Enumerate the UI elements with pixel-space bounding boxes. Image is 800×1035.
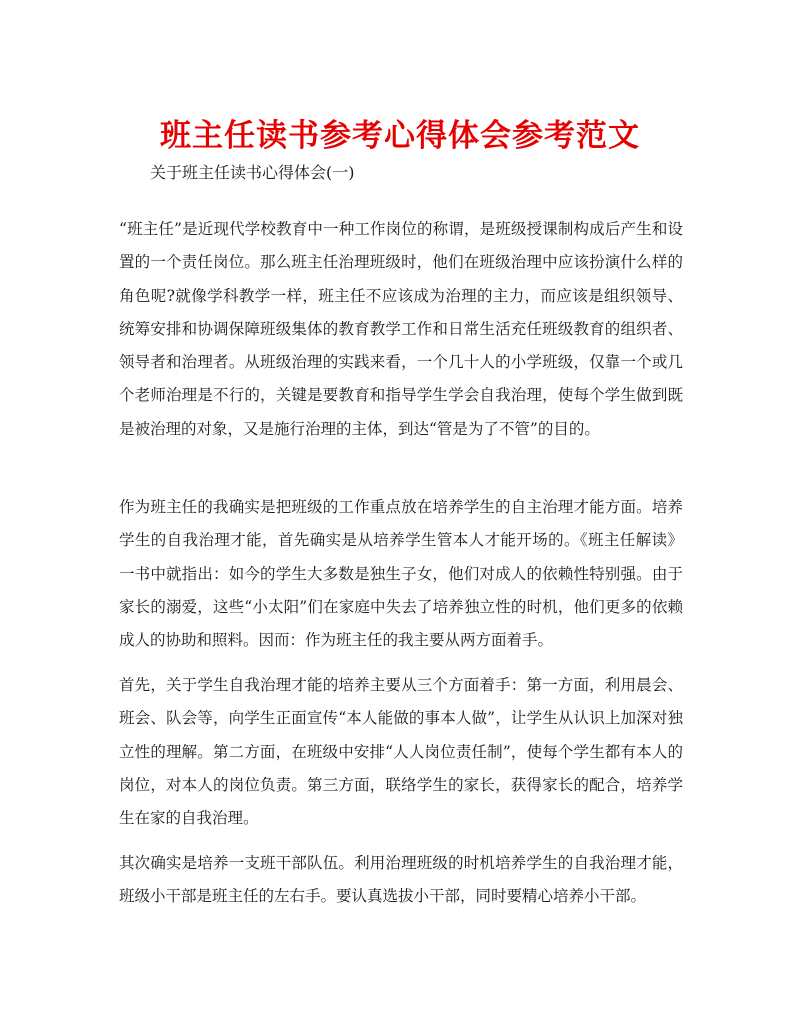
document-subtitle: 关于班主任读书心得体会(一) — [150, 163, 355, 182]
paragraph-3: 首先，关于学生自我治理才能的培养主要从三个方面着手：第一方面，利用晨会、班会、队会等，向学生正面宣传“本人能做的事本人做”，让学生从认识上加深对独立性的理解。第二方面，在班级中安排“人人岗位责任制”，使每个学生都有本人的岗位，对本人的岗位负责。第三方面，联络学生的家长，获得家长的配合，培养学生在家的自我治理。 — [119, 676, 683, 828]
document-title: 班主任读书参考心得体会参考范文 — [160, 118, 640, 154]
paragraph-2: 作为班主任的我确实是把班级的工作重点放在培养学生的自主治理才能方面。培养学生的自我治理才能，首先确实是从培养学生管本人才能开场的。《班主任解读》一书中就指出：如今的学生大多数是独生子女，他们对成人的依赖性特别强。由于家长的溺爱，这些“小太阳”们在家庭中失去了培养独立性的时机，他们更多的依赖成人的协助和照料。因而：作为班主任的我主要从两方面着手。 — [119, 498, 683, 650]
paragraph-1: “班主任”是近现代学校教育中一种工作岗位的称谓，是班级授课制构成后产生和设置的一个责任岗位。那么班主任治理班级时，他们在班级治理中应该扮演什么样的角色呢?就像学科教学一样，班主任不应该成为治理的主力，而应该是组织领导、统筹安排和协调保障班级集体的教育教学工作和日常生活充任班级教育的组织者、领导者和治理者。从班级治理的实践来看，一个几十人的小学班级，仅靠一个或几个老师治理是不行的，关键是要教育和指导学生学会自我治理，使每个学生做到既是被治理的对象，又是施行治理的主体，到达“管是为了不管”的目的。 — [119, 220, 683, 438]
paragraph-4: 其次确实是培养一支班干部队伍。利用治理班级的时机培养学生的自我治理才能，班级小干部是班主任的左右手。要认真选拔小干部，同时要精心培养小干部。 — [119, 854, 683, 906]
